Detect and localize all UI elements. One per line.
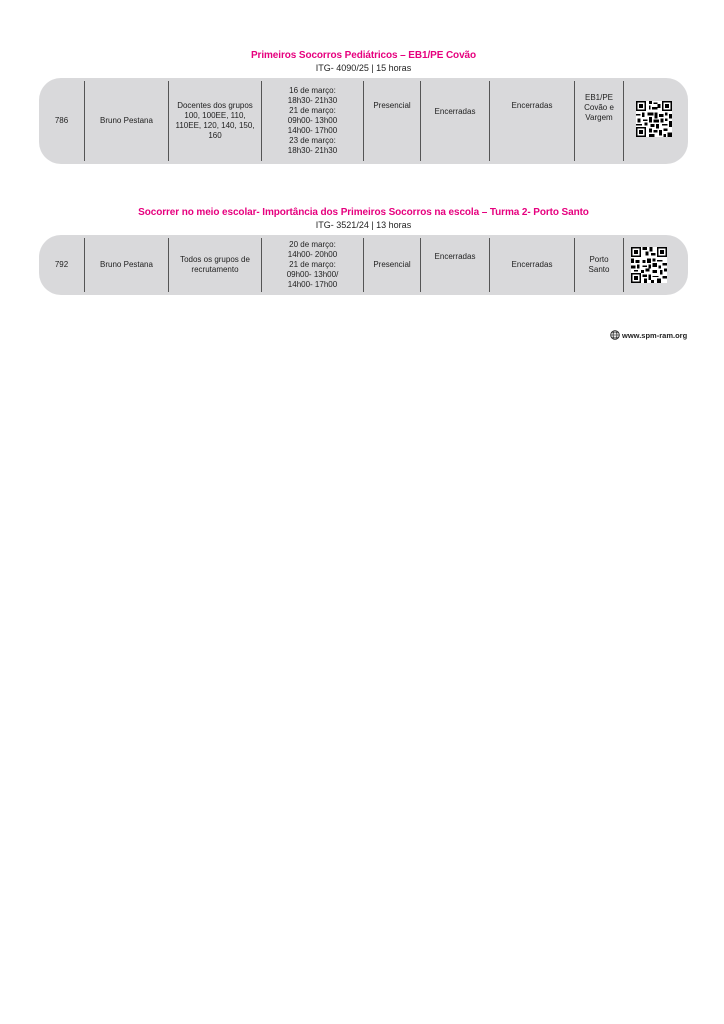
- mode-cell: Presencial: [373, 101, 411, 110]
- status2-cell: Encerradas: [511, 260, 553, 269]
- qr-code-icon[interactable]: [636, 101, 672, 137]
- course-section: [39, 207, 688, 295]
- course-title: Primeiros Socorros Pediátricos – EB1/PE Covão: [250, 50, 477, 61]
- status2-cell: Encerradas: [511, 101, 553, 110]
- qr-code-icon[interactable]: [631, 247, 667, 283]
- course-title: Socorrer no meio escolar- Importância dos Primeiros Socorros na escola – Turma 2- Porto Santo: [138, 207, 589, 218]
- table-row: [39, 78, 688, 164]
- status1-cell: Encerradas: [434, 107, 476, 116]
- footer-website[interactable]: [610, 330, 687, 340]
- website-link[interactable]: www.spm-ram.org: [622, 330, 688, 340]
- audience-cell: Todos os grupos de recrutamento: [180, 255, 250, 274]
- course-subtitle: ITG- 4090/25 | 15 horas: [315, 63, 412, 73]
- schedule-cell: 16 de março: 18h30- 21h30 21 de março: 09h00- 13h00 14h00- 17h00 23 de março: 18h30- 21h30: [287, 86, 338, 155]
- mode-cell: Presencial: [373, 260, 411, 269]
- trainer-cell: Bruno Pestana: [100, 116, 153, 125]
- status1-cell: Encerradas: [434, 252, 476, 261]
- schedule-cell: 20 de março: 14h00- 20h00 21 de março: 09h00- 13h00/ 14h00- 17h00: [286, 240, 339, 289]
- globe-icon: [610, 330, 620, 340]
- trainer-cell: Bruno Pestana: [100, 260, 153, 269]
- location-cell: Porto Santo: [588, 255, 610, 274]
- course-section: [39, 50, 688, 164]
- audience-cell: Docentes dos grupos 100, 100EE, 110, 110EE, 120, 140, 150, 160: [175, 101, 255, 140]
- id-cell: 792: [54, 260, 69, 269]
- location-cell: EB1/PE Covão e Vargem: [584, 93, 614, 122]
- table-row: [39, 235, 688, 295]
- id-cell: 786: [54, 116, 69, 125]
- course-subtitle: ITG- 3521/24 | 13 horas: [315, 220, 412, 230]
